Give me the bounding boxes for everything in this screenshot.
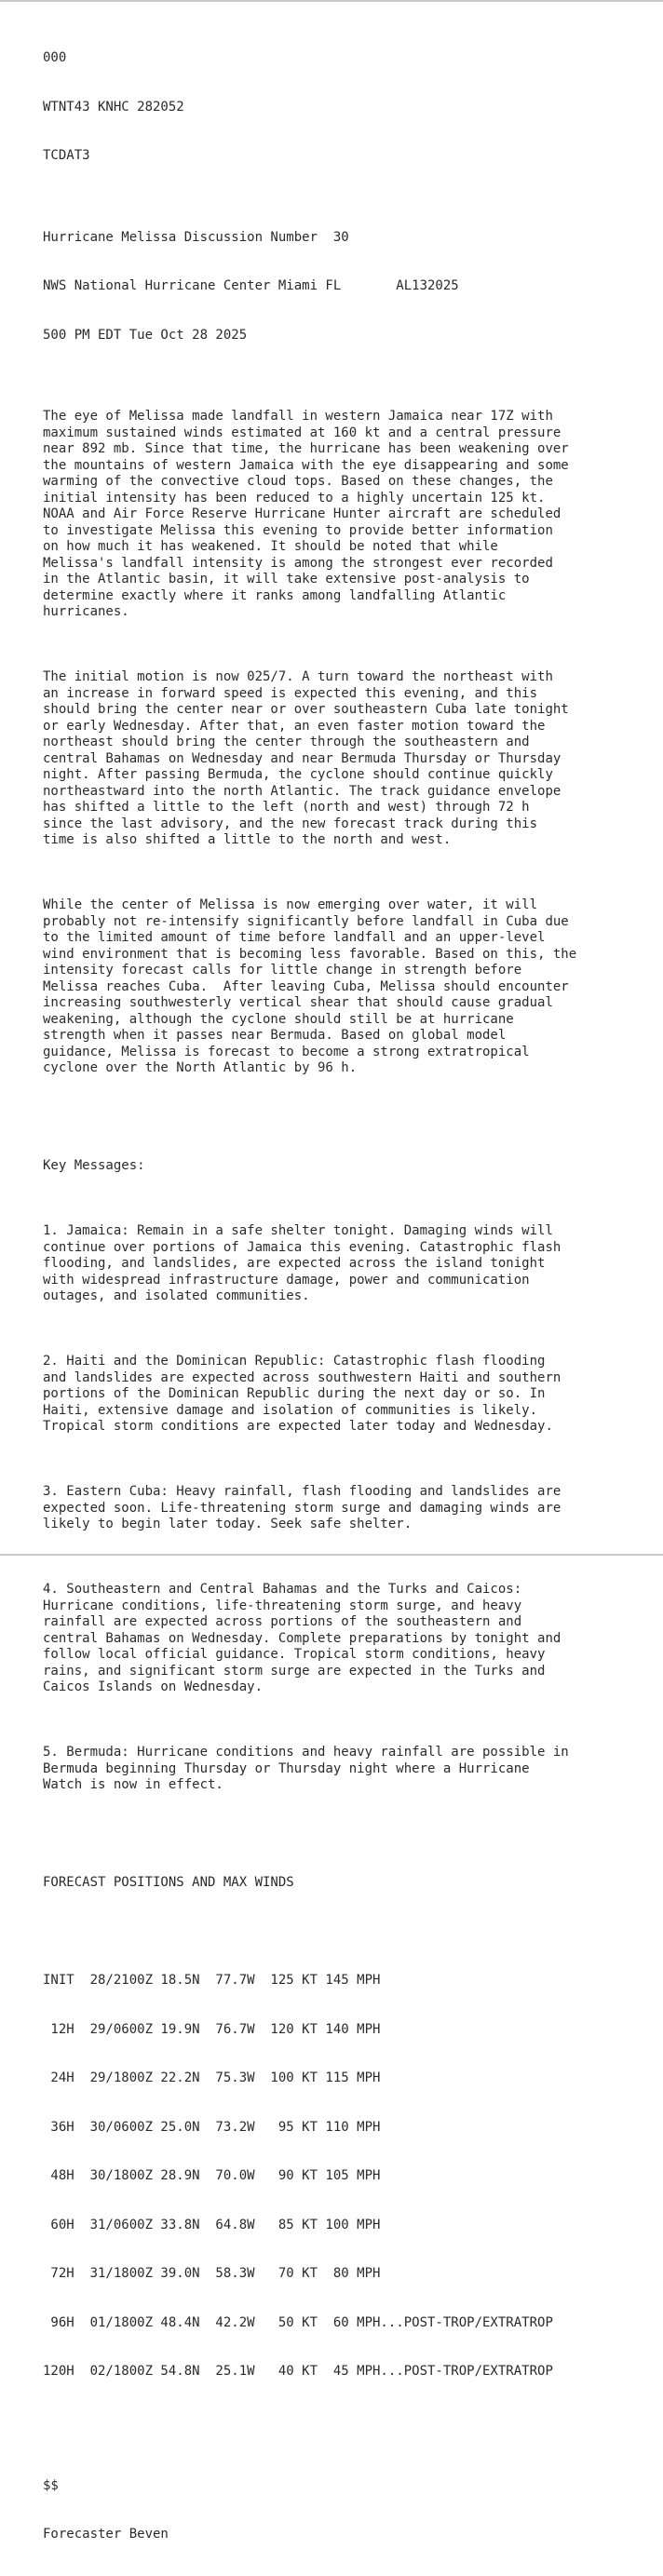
key-message-bermuda: 5. Bermuda: Hurricane conditions and heavy rainfall are possible in Bermuda beginning Thursday or Thursday night where a Hurricane Watch is now in effect. — [43, 1745, 569, 1792]
discussion-text — [43, 18, 657, 2576]
key-message-jamaica: 1. Jamaica: Remain in a safe shelter tonight. Damaging winds will continue over portions of Jamaica this evening. Catastrophic flash flooding, and landslides, are expected across the island tonight with widespread infrastructure damage, power and communication outages, and isolated communities. — [43, 1223, 562, 1303]
paragraph-current-intensity: The eye of Melissa made landfall in western Jamaica near 17Z with maximum sustained winds estimated at 160 kt and a central pressure near 892 mb. Since that time, the hurricane has been weakening over the mountains of western Jamaica with the eye disappearing and some warming of the convective cloud tops. Based on these changes, the initial intensity has been reduced to a highly uncertain 125 kt. NOAA and Air Force Reserve Hurricane Hunter aircraft are scheduled to investigate Melissa this evening to provide better information on how much it has weakened. It should be noted that while Melissa's landfall intensity is among the strongest ever recorded in the Atlantic basin, it will take extensive post-analysis to determine exactly where it ranks among landfalling Atlantic hurricanes. — [43, 409, 569, 619]
forecast-row-48h: 48H 30/1800Z 28.9N 70.0W 90 KT 105 MPH — [43, 2168, 381, 2183]
forecaster-name: Forecaster Beven — [43, 2527, 169, 2542]
key-message-bahamas: 4. Southeastern and Central Bahamas and the Turks and Caicos: Hurricane conditions, life-threatening storm surge, and heavy rainfall are expected across portions of the southeastern and central Bahamas on Wednesday. Complete preparations by tonight and follow local official guidance. Tropical storm conditions, heavy rains, and significant storm surge are expected in the Turks and Caicos Islands on Wednesday. — [43, 1582, 562, 1694]
forecast-row-init: INIT 28/2100Z 18.5N 77.7W 125 KT 145 MPH — [43, 1973, 381, 1988]
forecast-row-36h: 36H 30/0600Z 25.0N 73.2W 95 KT 110 MPH — [43, 2119, 381, 2135]
forecast-table — [43, 1940, 657, 2413]
discussion-title: Hurricane Melissa Discussion Number 30 — [43, 229, 349, 245]
issuing-office: NWS National Hurricane Center Miami FL AL132025 — [43, 278, 459, 293]
paragraph-track-forecast: The initial motion is now 025/7. A turn toward the northeast with an increase in forward speed is expected this evening, and this should bring the center near or over southeastern Cuba late tonight or early Wednesday. After that, an even faster motion toward the northeast should bring the center through the southeastern and central Bahamas on Wednesday and near Bermuda Thursday or Thursday night. After passing Bermuda, the cyclone should continue quickly northeastward into the north Atlantic. The track guidance envelope has shifted a little to the left (north and west) through 72 h since the last advisory, and the new forecast track during this time is also shifted a little to the north and west. — [43, 669, 569, 847]
key-messages-heading: Key Messages: — [43, 1158, 145, 1173]
forecast-row-60h: 60H 31/0600Z 33.8N 64.8W 85 KT 100 MPH — [43, 2217, 381, 2232]
issue-time: 500 PM EDT Tue Oct 28 2025 — [43, 327, 248, 343]
header-wmo-id: WTNT43 KNHC 282052 — [43, 99, 184, 115]
forecast-heading: FORECAST POSITIONS AND MAX WINDS — [43, 1875, 294, 1890]
forecast-row-12h: 12H 29/0600Z 19.9N 76.7W 120 KT 140 MPH — [43, 2021, 381, 2037]
forecast-row-96h: 96H 01/1800Z 48.4N 42.2W 50 KT 60 MPH...POST-TROP/EXTRATROP — [43, 2314, 553, 2330]
forecast-row-120h: 120H 02/1800Z 54.8N 25.1W 40 KT 45 MPH...POST-TROP/EXTRATROP — [43, 2364, 553, 2379]
forecast-row-72h: 72H 31/1800Z 39.0N 58.3W 70 KT 80 MPH — [43, 2266, 381, 2281]
key-message-cuba: 3. Eastern Cuba: Heavy rainfall, flash flooding and landslides are expected soon. Life-threatening storm surge and damaging winds are likely to begin later today. Seek safe shelter. — [43, 1484, 562, 1531]
header-awips-code: 000 — [43, 50, 67, 65]
paragraph-intensity-forecast: While the center of Melissa is now emerging over water, it will probably not re-intensify significantly before landfall in Cuba due to the limited amount of time before landfall and an upper-level wind environment that is becoming less favorable. Based on this, the intensity forecast calls for little change in strength before Melissa reaches Cuba. After leaving Cuba, Melissa should encounter increasing southwesterly vertical shear that should cause gradual weakening, although the cyclone should still be at hurricane strength when it passes near Bermuda. Based on global model guidance, Melissa is forecast to become a strong extratropical cyclone over the North Atlantic by 96 h. — [43, 897, 577, 1075]
header-product-id: TCDAT3 — [43, 148, 90, 163]
key-message-haiti-dr: 2. Haiti and the Dominican Republic: Catastrophic flash flooding and landslides are expected across southwestern Haiti and southern portions of the Dominican Republic during the next day or so. In Haiti, extensive damage and isolation of communities is likely. Tropical storm conditions are expected later today and Wednesday. — [43, 1354, 562, 1434]
forecast-row-24h: 24H 29/1800Z 22.2N 75.3W 100 KT 115 MPH — [43, 2070, 381, 2085]
end-of-product-marker: $$ — [43, 2477, 59, 2493]
